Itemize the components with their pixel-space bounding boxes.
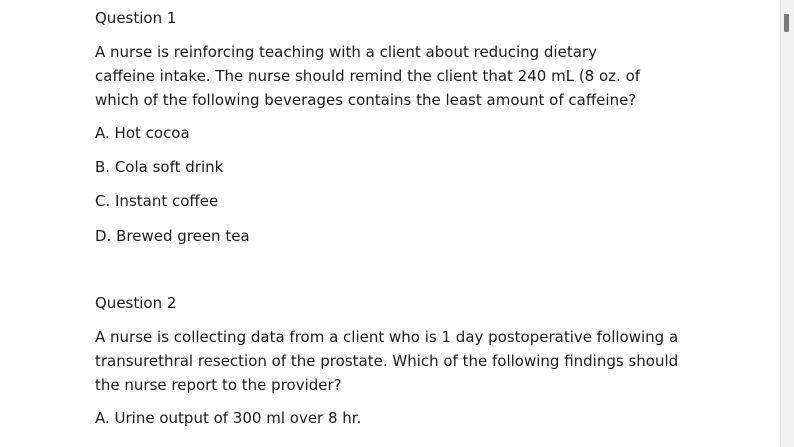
vertical-scrollbar[interactable] <box>780 0 794 447</box>
question-2-stem-text: A nurse is collecting data from a client who is 1 day postoperative following a transurethral resection of the prostate. Which of the following findings should the nurse report to the provider? <box>95 328 679 394</box>
option-b[interactable]: B. Cola soft drink <box>95 158 224 176</box>
question-1-title: Question 1 <box>95 9 177 27</box>
question-1-stem-text: A nurse is reinforcing teaching with a client about reducing dietary caffeine intake. The nurse should remind the client that 240 mL (8 oz. of which of the following beverages contains the least amount of caffeine? <box>95 43 641 109</box>
option-a[interactable]: A. Urine output of 300 ml over 8 hr. <box>95 409 362 427</box>
option-d[interactable]: D. Brewed green tea <box>95 227 250 245</box>
option-a[interactable]: A. Hot cocoa <box>95 124 190 142</box>
question-1 <box>95 6 695 30</box>
question-1-stem <box>95 40 655 112</box>
option-c[interactable]: C. Instant coffee <box>95 192 219 210</box>
scrollbar-thumb[interactable] <box>784 14 789 32</box>
question-2-stem <box>95 325 685 397</box>
question-2 <box>95 291 695 315</box>
question-2-title: Question 2 <box>95 294 177 312</box>
